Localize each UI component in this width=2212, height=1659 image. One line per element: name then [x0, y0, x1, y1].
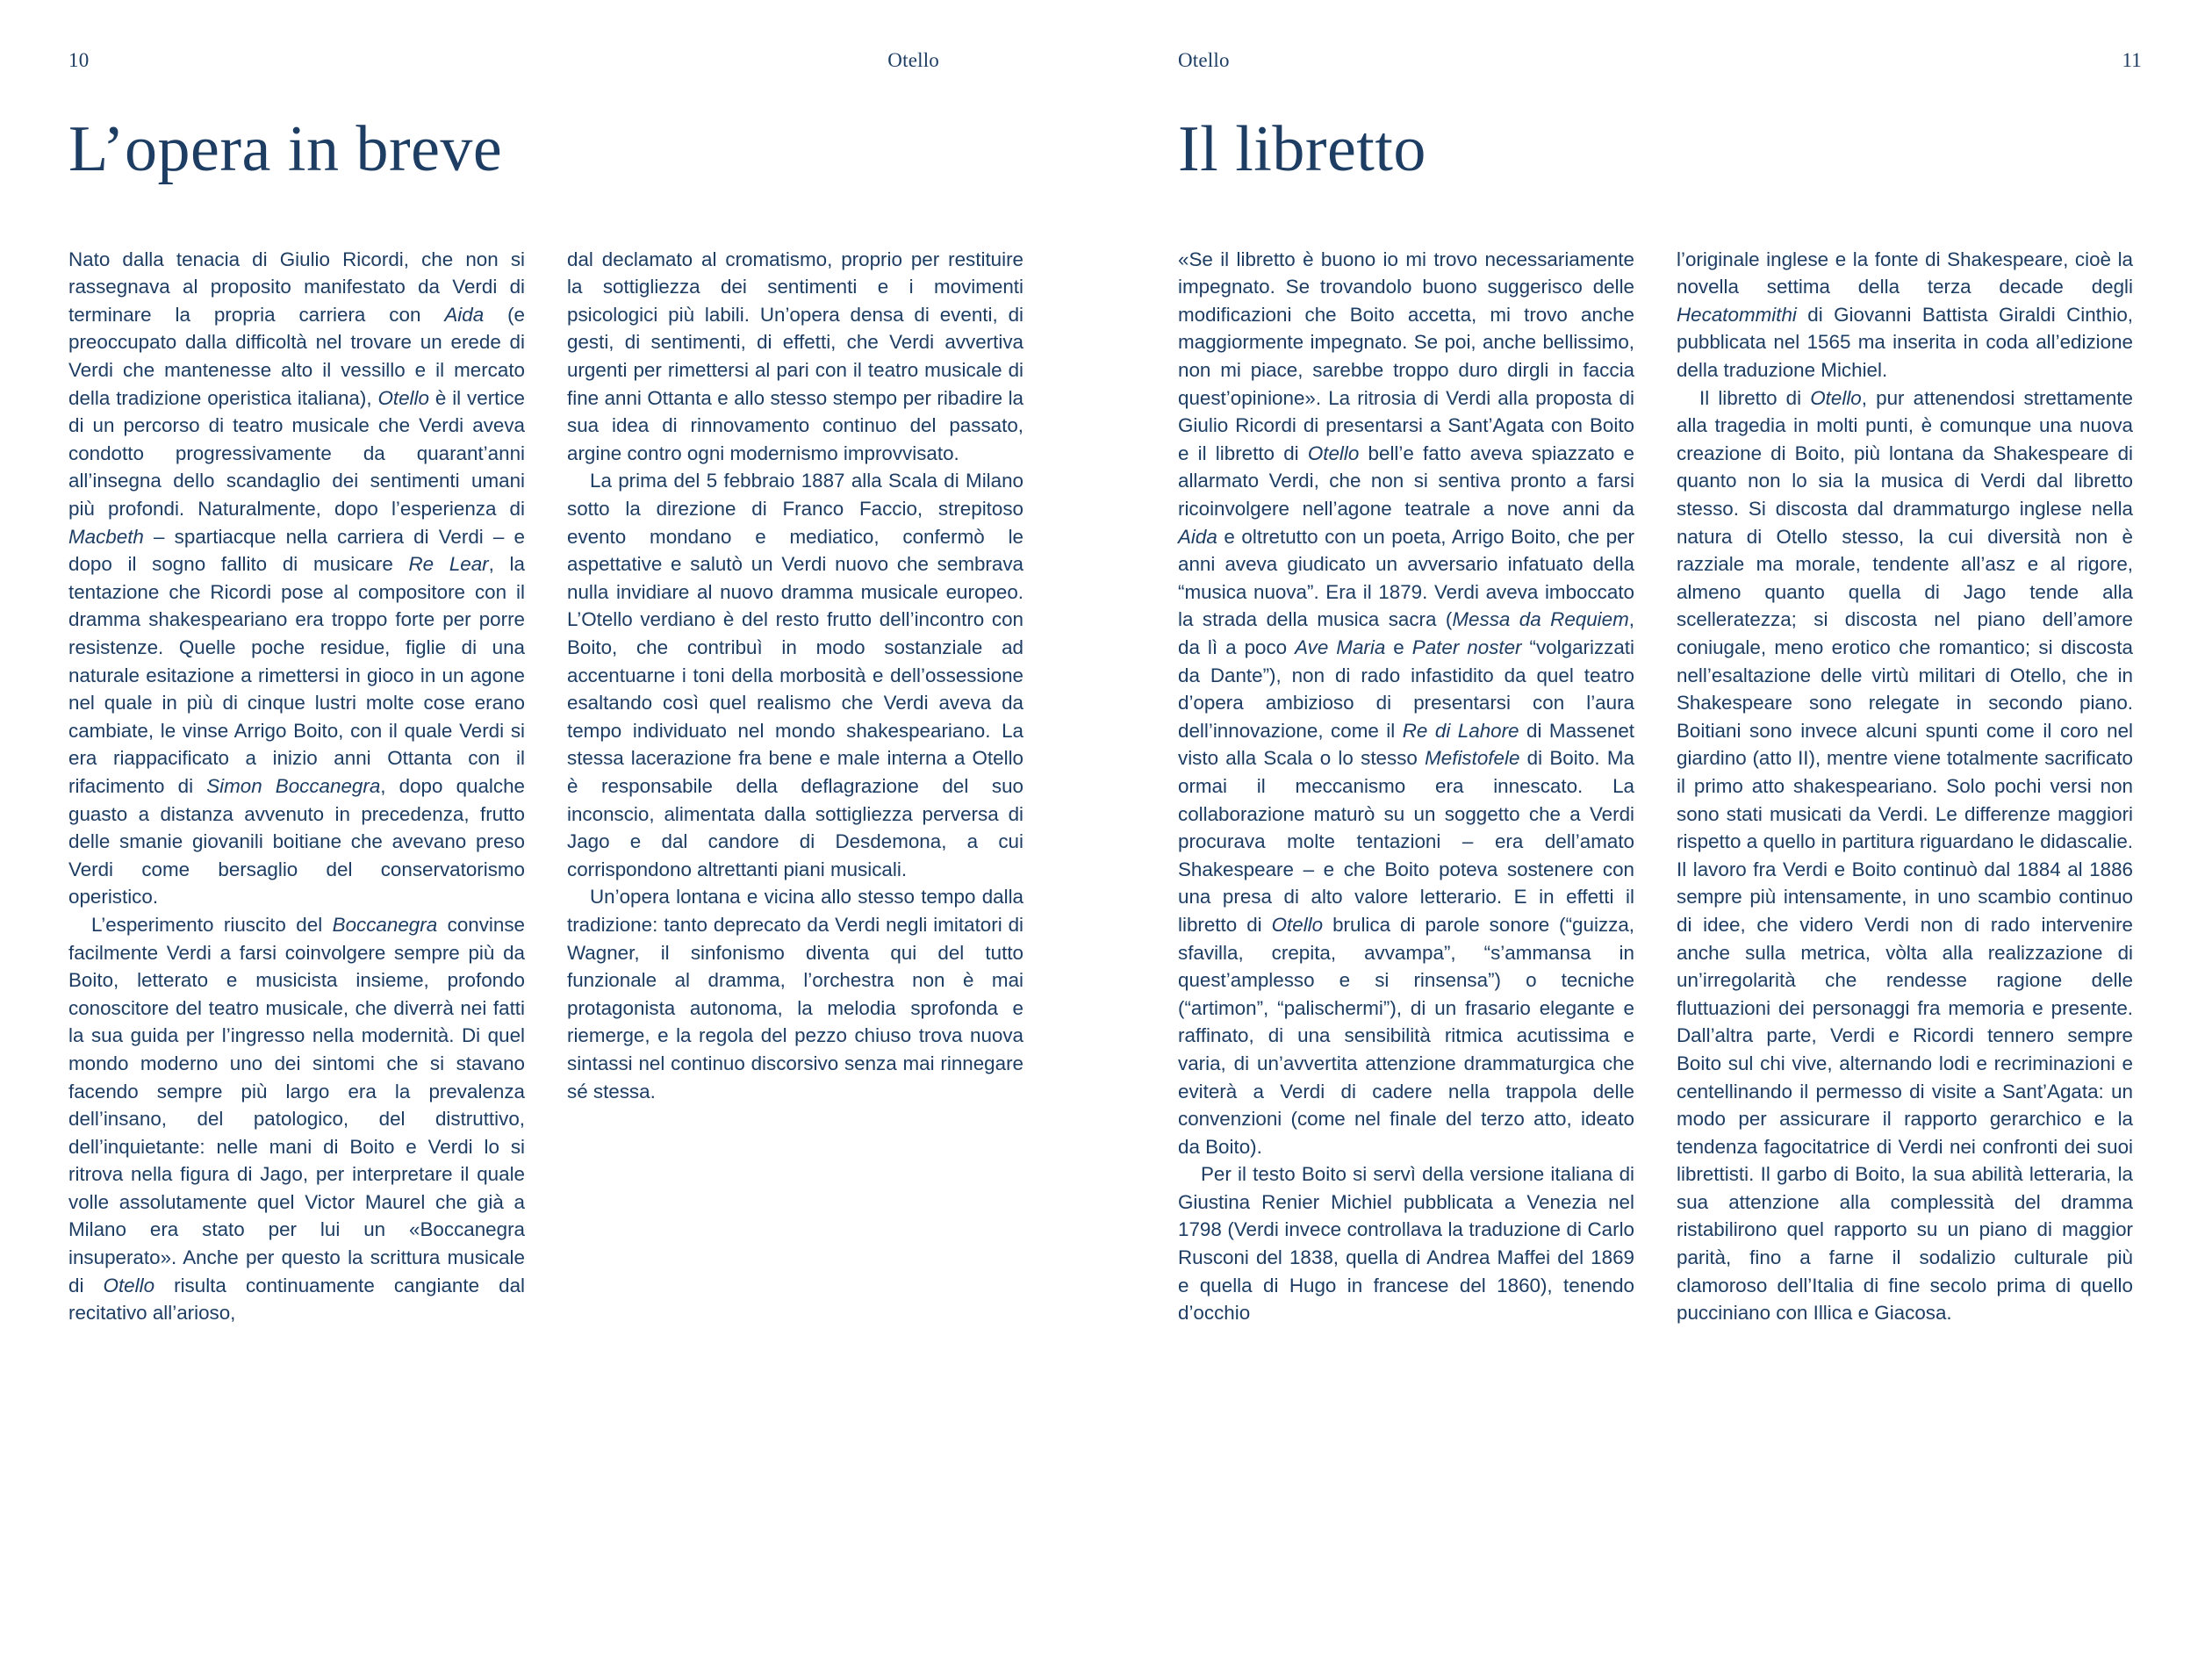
- column-right-2: [1677, 246, 2133, 1327]
- column-left-1: [68, 246, 525, 1327]
- paragraph: Per il testo Boito si servì della versione italiana di Giustina Renier Michiel pubblicata a Venezia nel 1798 (Verdi invece controllava la traduzione di Carlo Rusconi del 1838, quella di Andrea Maffei del 1869 e quella di Hugo in francese del 1860), tenendo d’occhio: [1178, 1163, 1634, 1325]
- paragraph: La prima del 5 febbraio 1887 alla Scala di Milano sotto la direzione di Franco Faccio, strepitoso evento mondano e mediatico, confermò le aspettative e salutò un Verdi nuovo che sembrava nulla invidiare al nuovo dramma musicale europeo. L’Otello verdiano è del resto frutto dell’incontro con Boito, che contribuì in modo sostanziale ad accentuarne i toni della morbosità e dell’ossessione esaltando così quel realismo che Verdi aveva da tempo individuato nel mondo shakespeariano. La stessa lacerazione fra bene e male interna a Otello è responsabile della deflagrazione del suo inconscio, alimentata dalla sottigliezza perversa di Jago e dal candore di Desdemona, a cui corrispondono altrettanti piani musicali.: [567, 470, 1023, 880]
- paragraph: Un’opera lontana e vicina allo stesso tempo dalla tradizione: tanto deprecato da Verdi negli imitatori di Wagner, il sinfonismo diventa qui del tutto funzionale al dramma, l’orchestra non è mai protagonista autonoma, la melodia sprofonda e riemerge, e la regola del pezzo chiuso trova nuova sintassi nel continuo discorsivo senza mai rinnegare sé stessa.: [567, 886, 1023, 1102]
- paragraph: Il libretto di Otello, pur attenendosi strettamente alla tragedia in molti punti, è comunque una nuova creazione di Boito, più lontana da Shakespeare di quanto non lo sia la musica di Verdi dal libretto stesso. Si discosta dal drammaturgo inglese nella natura di Otello stesso, la cui diversità non è razziale ma morale, tendente all’asz e al rigore, almeno quanto quella di Jago tende alla scelleratezza; si discosta nel piano dell’amore coniugale, meno erotico che romantico; si discosta nell’esaltazione delle virtù militari di Otello, che in Shakespeare sono relegate in secondo piano. Boitiani sono invece alcuni spunti come il coro nel giardino (atto II), mentre viene totalmente sacrificato il primo atto shakespeariano. Solo pochi versi non sono stati musicati da Verdi. Le differenze maggiori rispetto a quello in partitura riguardano le didascalie. Il lavoro fra Verdi e Boito continuò dal 1884 al 1886 sempre più intensamente, in uno scambio continuo di idee, che videro Verdi non di rado intervenire anche sulla metrica, vòlta alla realizzazione di un’irregolarità che rendesse ragione delle fluttuazioni dei personaggi fra memoria e presente. Dall’altra parte, Verdi e Ricordi tennero sempre Boito sul chi vive, alternando lodi e recriminazioni e centellinando il permesso di visite a Sant’Agata: un modo per assicurare il rapporto gerarchico e la tendenza fagocitatrice di Verdi nei confronti dei suoi librettisti. Il garbo di Boito, la sua abilità letteraria, la sua attenzione alla complessità del dramma ristabilirono quel rapporto su un piano di maggior parità, fino a farne il sodalizio culturale più clamoroso dell’Italia di fine secolo prima di quello pucciniano con Illica e Giacosa.: [1677, 386, 2133, 1325]
- text-columns-right: [1178, 246, 2142, 1327]
- paragraph: dal declamato al cromatismo, proprio per restituire la sottigliezza dei sentimenti e i movimenti psicologici più labili. Un’opera densa di eventi, di gesti, di sentimenti, di effetti, che Verdi avvertiva urgenti per rimettersi al pari con il teatro musicale di fine anni Ottanta e allo stesso stempo per ribadire la sua idea di rinnovamento continuo del passato, argine contro ogni modernismo improvvisato.: [567, 248, 1023, 464]
- paragraph: L’esperimento riuscito del Boccanegra convinse facilmente Verdi a farsi coinvolgere sempre più da Boito, letterato e musicista insieme, profondo conoscitore del teatro musicale, che diverrà nei fatti la sua guida per l’ingresso nella modernità. Di quel mondo moderno uno dei sintomi che si stavano facendo sempre più largo era la prevalenza dell’insano, del patologico, del distruttivo, dell’inquietante: nelle mani di Boito e Verdi lo si ritrova nella figura di Jago, per interpretare il quale volle assolutamente quel Victor Maurel che già a Milano era stato per lui un «Boccanegra insuperato». Anche per questo la scrittura musicale di Otello risulta continuamente cangiante dal recitativo all’arioso,: [68, 913, 526, 1325]
- running-head-right: [1178, 49, 2142, 75]
- chapter-title-right: Il libretto: [1178, 113, 1426, 185]
- column-left-2: [567, 246, 1023, 1327]
- folio-number-right: 11: [2122, 49, 2142, 71]
- page-right: [1106, 0, 2212, 1659]
- chapter-title-left: L’opera in breve: [68, 113, 503, 185]
- running-title-left: Otello: [887, 49, 939, 71]
- running-head-left: [68, 49, 1036, 75]
- folio-number-left: 10: [68, 49, 90, 71]
- paragraph: l’originale inglese e la fonte di Shakespeare, cioè la novella settima della terza decade degli Hecatommithi di Giovanni Battista Giraldi Cinthio, pubblicata nel 1565 ma inserita in coda all’edizione della traduzione Michiel.: [1677, 248, 2133, 382]
- paragraph: «Se il libretto è buono io mi trovo necessariamente impegnato. Se trovandolo buono suggerisco delle modificazioni che Boito accetta, mi trovo anche maggiormente impegnato. Se poi, anche bellissimo, non mi piace, sarebbe troppo duro dirgli in faccia quest’opinione». La ritrosia di Verdi alla proposta di Giulio Ricordi di presentarsi a Sant’Agata con Boito e il libretto di Otello bell’e fatto aveva spiazzato e allarmato Verdi, che non si sentiva pronto a farsi ricoinvolgere nell’agone teatrale a nove anni da Aida e oltretutto con un poeta, Arrigo Boito, che per anni aveva giudicato un avversario infatuato della “musica nuova”. Era il 1879. Verdi aveva imboccato la strada della musica sacra (Messa da Requiem, da lì a poco Ave Maria e Pater noster “volgarizzati da Dante”), non di rado infastidito da quel teatro d’opera ambizioso di presentarsi con l’aura dell’innovazione, come il Re di Lahore di Massenet visto alla Scala o lo stesso Mefistofele di Boito. Ma ormai il meccanismo era innescato. La collaborazione maturò su un soggetto che a Verdi procurava molte tentazioni – era dell’amato Shakespeare – e che Boito poteva sostenere con una presa di alto valore letterario. E in effetti il libretto di Otello brulica di parole sonore (“guizza, sfavilla, crepita, avvampa”, “s’ammansa in quest’amplesso e si rinsensa”) o tecniche (“artimon”, “palischermi”), di un frasario elegante e raffinato, di una sensibilità ritmica acutissima e varia, di un’avvertita attenzione drammaturgica che eviterà a Verdi di cadere nella trappola delle convenzioni (come nel finale del terzo atto, ideato da Boito).: [1178, 248, 1635, 1158]
- paragraph: Nato dalla tenacia di Giulio Ricordi, che non si rassegnava al proposito manifestato da Verdi di terminare la propria carriera con Aida (e preoccupato dalla difficoltà nel trovare un erede di Verdi che mantenesse alto il vessillo e il mercato della tradizione operistica italiana), Otello è il vertice di un percorso di teatro musicale che Verdi aveva condotto progressivamente da quarant’anni all’insegna dello scandaglio dei sentimenti umani più profondi. Naturalmente, dopo l’esperienza di Macbeth – spartiacque nella carriera di Verdi – e dopo il sogno fallito di musicare Re Lear, la tentazione che Ricordi pose al compositore con il dramma shakespeariano era troppo forte per porre resistenze. Quelle poche residue, figlie di una naturale esitazione a rimettersi in gioco in un agone nel quale in più di cinque lustri molte cose erano cambiate, le vinse Arrigo Boito, con il quale Verdi si era riappacificato a inizio anni Ottanta con il rifacimento di Simon Boccanegra, dopo qualche guasto a distanza avvenuto in precedenza, frutto delle smanie giovanili boitiane che avevano preso Verdi come bersaglio del conservatorismo operistico.: [68, 248, 526, 908]
- running-title-right: Otello: [1178, 49, 1230, 71]
- text-columns-left: [68, 246, 1036, 1327]
- column-right-1: [1178, 246, 1634, 1327]
